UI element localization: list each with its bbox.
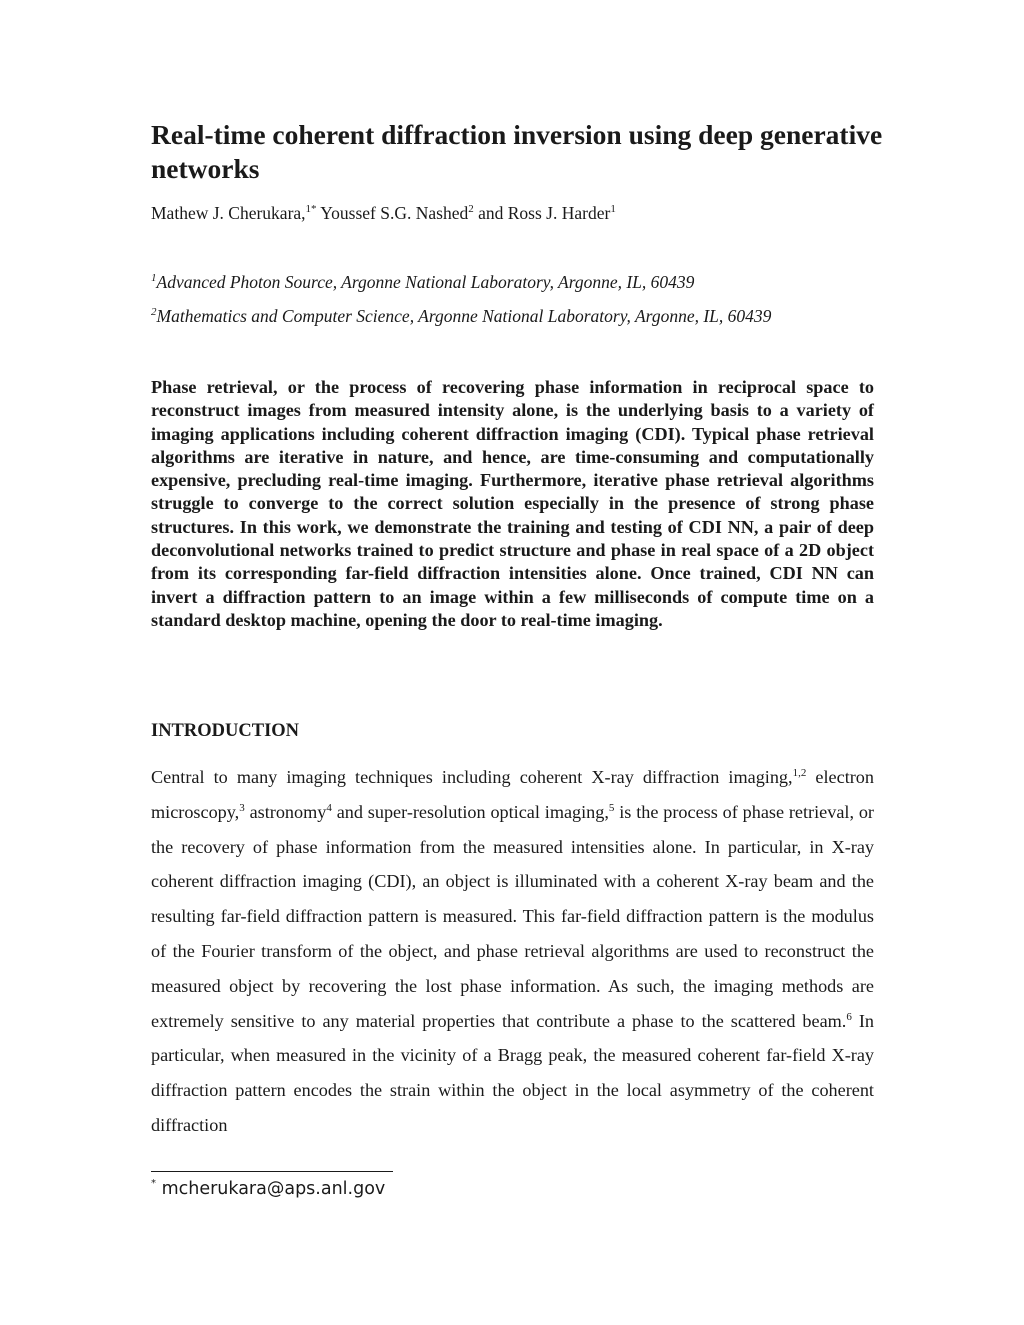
- abstract: [151, 376, 874, 632]
- section-heading: INTRODUCTION: [151, 721, 300, 741]
- intro-text: astronomy: [244, 801, 327, 822]
- author-affiliation-marker: 1: [610, 203, 616, 215]
- affiliation-text: Mathematics and Computer Science, Argonne National Laboratory, Argonne, IL, 60439: [156, 306, 772, 326]
- intro-text: electron microscopy,: [151, 767, 874, 822]
- intro-text: Central to many imaging techniques including coherent X-ray diffraction imaging,: [151, 767, 793, 787]
- author-affiliation-marker: 1*: [305, 203, 317, 215]
- affiliation-number: 2: [151, 306, 157, 318]
- citation-ref: 1,2: [792, 767, 807, 779]
- footnote-rule: [151, 1171, 393, 1172]
- introduction-paragraph: [151, 760, 874, 1143]
- author-name: Mathew J. Cherukara,: [151, 203, 306, 223]
- intro-text: In particular, when measured in the vicinity of a Bragg peak, the measured coherent far-field X-ray diffraction pattern encodes the strain within the object in the local asymmetry of the coherent diffraction: [151, 1010, 874, 1135]
- footnote-mark: *: [151, 1178, 156, 1189]
- citation-ref: 5: [608, 801, 615, 814]
- author-affiliation-marker: 2: [468, 203, 474, 215]
- affiliation-text: Advanced Photon Source, Argonne National Laboratory, Argonne, IL, 60439: [156, 272, 695, 292]
- affiliation: [151, 272, 694, 293]
- intro-text: is the process of phase retrieval, or the recovery of phase information from the measured intensities alone. In particular, in X-ray coherent diffraction imaging (CDI), an object is illuminated with a coherent X-ray beam and the resulting far-field diffraction pattern is measured. This far-field diffraction pattern is the modulus of the Fourier transform of the object, and phase retrieval algorithms are used to reconstruct the measured object by recovering the lost phase information. As such, the imaging methods are extremely sensitive to any material properties that contribute a phase to the scattered beam.: [151, 801, 874, 1031]
- affiliation: [151, 306, 771, 327]
- contact-email: mcherukara@aps.anl.gov: [156, 1179, 386, 1199]
- abstract-text: Phase retrieval, or the process of recovering phase information in reciprocal space to reconstruct images from measured intensity alone, is the underlying basis to a variety of imaging applications including coherent diffraction imaging (CDI). Typical phase retrieval algorithms are iterative in nature, and hence, are time-consuming and computationally expensive, precluding real-time imaging. Furthermore, iterative phase retrieval algorithms struggle to converge to the correct solution especially in the presence of strong phase structures. In this work, we demonstrate the training and testing of CDI NN, a pair of deep deconvolutional networks trained to predict structure and phase in real space of a 2D object from its corresponding far-field diffraction intensities alone. Once trained, CDI NN can invert a diffraction pattern to an image within a few milliseconds of compute time on a standard desktop machine, opening the door to real-time imaging.: [151, 377, 874, 630]
- author-list: [151, 203, 616, 224]
- author-name: Youssef S.G. Nashed: [316, 203, 469, 223]
- citation-ref: 3: [239, 801, 245, 814]
- citation-ref: 4: [326, 801, 332, 814]
- citation-ref: 6: [846, 1010, 852, 1023]
- affiliation-number: 1: [151, 272, 157, 284]
- paper-title: Real-time coherent diffraction inversion using deep generative networks: [151, 119, 883, 184]
- author-name: and Ross J. Harder: [473, 203, 611, 223]
- intro-text: and super-resolution optical imaging,: [331, 801, 609, 822]
- footnote: [151, 1179, 385, 1199]
